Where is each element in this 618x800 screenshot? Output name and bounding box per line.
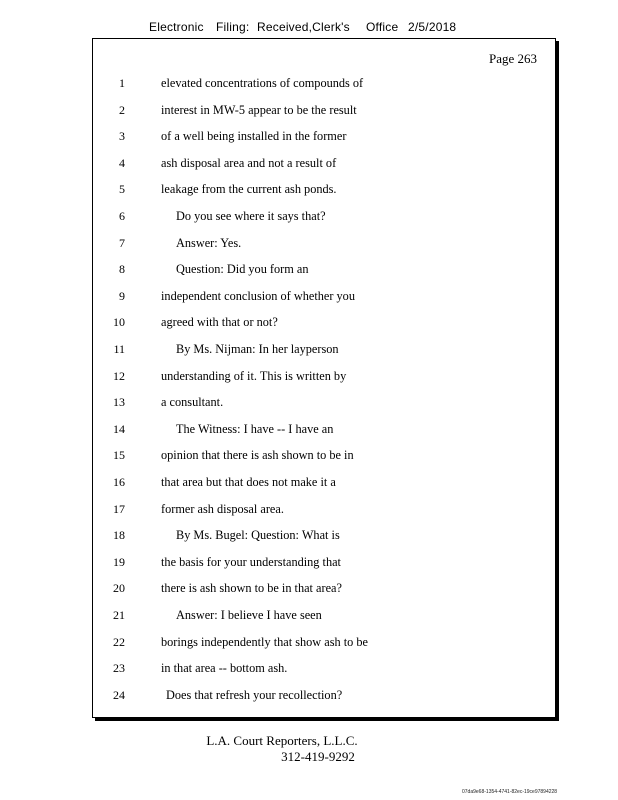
transcript-line	[93, 342, 555, 368]
transcript-line	[93, 369, 555, 395]
line-text: The Witness: I have -- I have an	[176, 421, 334, 436]
transcript-line	[93, 103, 555, 129]
transcript-line	[93, 289, 555, 315]
transcript-line	[93, 555, 555, 581]
line-number: 15	[113, 448, 125, 463]
line-number: 17	[113, 501, 125, 516]
line-number: 19	[113, 554, 125, 569]
line-text: that area but that does not make it a	[161, 475, 336, 489]
line-text: agreed with that or not?	[161, 315, 278, 330]
line-text: By Ms. Nijman: In her layperson	[176, 342, 339, 356]
transcript-line	[93, 236, 555, 262]
line-text: opinion that there is ash shown to be in	[161, 448, 354, 463]
filing-header-date: 2/5/2018	[408, 20, 457, 34]
line-number: 18	[113, 528, 125, 543]
filing-header-filing: Filing:	[216, 20, 250, 34]
transcript-line	[93, 635, 555, 661]
line-text: Answer: I believe I have seen	[176, 608, 322, 622]
transcript-page-frame	[92, 38, 556, 718]
line-text: interest in MW-5 appear to be the result	[161, 102, 357, 117]
transcript-line	[93, 661, 555, 687]
transcript-line	[93, 395, 555, 421]
line-number: 5	[119, 182, 125, 197]
line-number: 21	[113, 608, 125, 622]
court-reporter-name: L.A. Court Reporters, L.L.C.	[206, 733, 358, 748]
line-text: Does that refresh your recollection?	[166, 687, 343, 702]
line-number: 24	[113, 687, 125, 702]
line-number: 20	[113, 581, 125, 596]
line-number: 3	[119, 129, 125, 144]
line-text: former ash disposal area.	[161, 501, 284, 516]
line-text: independent conclusion of whether you	[161, 288, 355, 303]
line-number: 6	[119, 209, 125, 223]
transcript-line	[93, 475, 555, 501]
line-text: ash disposal area and not a result of	[161, 155, 337, 170]
line-number: 4	[119, 155, 125, 170]
line-text: Question: Did you form an	[176, 262, 309, 277]
line-number: 8	[119, 262, 125, 277]
line-text: understanding of it. This is written by	[161, 368, 347, 383]
line-number: 12	[113, 368, 125, 383]
transcript-line	[93, 608, 555, 634]
line-text: in that area -- bottom ash.	[161, 661, 288, 676]
line-number: 7	[119, 235, 125, 250]
line-text: Do you see where it says that?	[176, 209, 326, 223]
transcript-line	[93, 315, 555, 341]
line-text: there is ash shown to be in that area?	[161, 581, 342, 596]
filing-header-electronic: Electronic	[149, 20, 204, 34]
line-text: of a well being installed in the former	[161, 129, 347, 144]
filing-header-received-clerks: Received,Clerk's	[257, 20, 350, 34]
page-number: Page 263	[488, 51, 537, 66]
line-text: the basis for your understanding that	[161, 554, 341, 569]
line-text: elevated concentrations of compounds of	[161, 76, 364, 90]
line-number: 23	[113, 661, 125, 676]
transcript-line	[93, 528, 555, 554]
line-number: 13	[113, 395, 125, 410]
line-number: 9	[119, 288, 125, 303]
document-id: 07da9e68-1354-4741-82ec-19ce97894228	[462, 789, 558, 795]
transcript-line	[93, 76, 555, 102]
line-number: 2	[119, 102, 125, 117]
transcript-line	[93, 262, 555, 288]
line-number: 16	[113, 475, 125, 489]
electronic-filing-header	[0, 20, 618, 36]
filing-header-office: Office	[366, 20, 399, 34]
transcript-line	[93, 502, 555, 528]
line-text: By Ms. Bugel: Question: What is	[176, 528, 340, 543]
line-text: borings independently that show ash to be	[161, 634, 368, 649]
line-number: 1	[119, 76, 125, 90]
transcript-line	[93, 182, 555, 208]
line-text: leakage from the current ash ponds.	[161, 182, 337, 197]
transcript-line	[93, 422, 555, 448]
transcript-line	[93, 448, 555, 474]
line-number: 11	[113, 342, 125, 356]
court-reporter-phone: 312-419-9292	[281, 749, 355, 764]
transcript-line	[93, 209, 555, 235]
transcript-line	[93, 688, 555, 714]
line-number: 10	[113, 315, 125, 330]
line-text: Answer: Yes.	[176, 235, 242, 250]
line-number: 14	[113, 421, 125, 436]
line-number: 22	[113, 634, 125, 649]
transcript-line	[93, 156, 555, 182]
line-text: a consultant.	[161, 395, 224, 410]
transcript-line	[93, 129, 555, 155]
transcript-line	[93, 581, 555, 607]
court-reporter-footer	[0, 733, 618, 765]
